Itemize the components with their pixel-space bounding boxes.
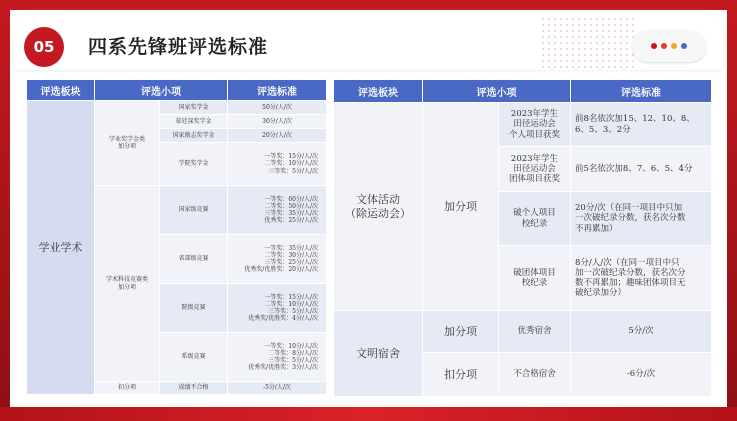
frame-bottom (0, 407, 737, 421)
standard-cell: 8分/人/次（在同一项目中只 加一次破纪录分数，获名次分 数不再累加；趣味团体项目无 破纪录加分） (571, 246, 712, 311)
item-cell: 系级竞赛 (160, 333, 228, 382)
standard-cell: 5分/次 (571, 311, 712, 353)
frame-right (727, 0, 737, 421)
item-cell: 省部级竞赛 (160, 235, 228, 284)
standard-cell: 前5名依次加8、7、6、5、4分 (571, 147, 712, 192)
decorative-dot-pattern (540, 16, 636, 68)
dot-icon (671, 43, 677, 49)
header-standard: 评选标准 (571, 80, 712, 103)
item-cell: 不合格宿舍 (499, 353, 571, 397)
header-block: 评选板块 (334, 80, 423, 103)
header-item: 评选小项 (423, 80, 571, 103)
table-row (334, 311, 712, 353)
item-cell: 2023年学生 田径运动会 团体项目获奖 (499, 147, 571, 192)
right-criteria-table (333, 79, 712, 397)
standard-cell: 30分/人/次 (228, 115, 327, 129)
type-cell: 扣分项 (423, 353, 499, 397)
block-cell: 文明宿舍 (334, 311, 423, 397)
item-cell: 院级竞赛 (160, 284, 228, 333)
item-cell: 国家级竞赛 (160, 186, 228, 235)
item-cell: 破个人项目 校纪录 (499, 192, 571, 246)
standard-cell: 一等奖：35分/人/次 二等奖：30分/人/次 三等奖：25分/人/次 优秀奖/优胜奖：20分/人/次 (228, 235, 327, 284)
item-cell: 成绩不合格 (160, 382, 228, 395)
frame-left (0, 0, 10, 421)
header-item: 评选小项 (95, 80, 228, 101)
item-cell: 优秀宿舍 (499, 311, 571, 353)
item-cell: 学院奖学金 (160, 143, 228, 186)
standard-cell: 20分/人/次 (228, 129, 327, 143)
standard-cell: 一等奖：10分/人/次 二等奖：8分/人/次 三等奖：5分/人/次 优秀奖/优胜奖：3分/人/次 (228, 333, 327, 382)
standard-cell: 一等奖：15分/人/次 二等奖：10分/人/次 三等奖：5分/人/次 优秀奖/优胜奖：4分/人/次 (228, 284, 327, 333)
standard-cell: 50分/人/次 (228, 101, 327, 115)
standard-cell: 一等奖：15分/人/次 二等奖：10分/人/次 三等奖：5分/人/次 (228, 143, 327, 186)
block-cell: 文体活动 （除运动会） (334, 103, 423, 311)
dot-icon (681, 43, 687, 49)
page-title: 四系先锋班评选标准 (88, 36, 269, 58)
table-header-row (334, 80, 712, 103)
dot-icon (661, 43, 667, 49)
group-cell: 扣分项 (95, 382, 160, 395)
item-cell: 国家励志奖学金 (160, 129, 228, 143)
item-cell: 慕廷深奖学金 (160, 115, 228, 129)
menu-dots-icon[interactable] (632, 30, 706, 62)
block-cell: 学业学术 (27, 101, 95, 395)
standard-cell: -5分/人/次 (228, 382, 327, 395)
group-cell: 学业奖学金类 加分项 (95, 101, 160, 186)
dot-icon (651, 43, 657, 49)
standard-cell: 一等奖：60分/人/次 二等奖：50分/人/次 三等奖：35分/人/次 优秀奖：25分/人/次 (228, 186, 327, 235)
group-cell: 学术科技竞赛类 加分项 (95, 186, 160, 382)
item-cell: 破团体项目 校纪录 (499, 246, 571, 311)
table-row (27, 101, 327, 115)
type-cell: 加分项 (423, 103, 499, 311)
standard-cell: 前8名依次加15、12、10、8、 6、5、3、2分 (571, 103, 712, 147)
header-block: 评选板块 (27, 80, 95, 101)
left-criteria-table (26, 79, 327, 395)
section-number-badge: 05 (24, 27, 64, 67)
header-standard: 评选标准 (228, 80, 327, 101)
standard-cell: -6分/次 (571, 353, 712, 397)
frame-top (0, 0, 737, 10)
type-cell: 加分项 (423, 311, 499, 353)
item-cell: 国家奖学金 (160, 101, 228, 115)
table-header-row (27, 80, 327, 101)
standard-cell: 20分/次（在同一项目中只加 一次破纪录分数，获名次分数 不再累加） (571, 192, 712, 246)
table-row (334, 103, 712, 147)
item-cell: 2023年学生 田径运动会 个人项目获奖 (499, 103, 571, 147)
